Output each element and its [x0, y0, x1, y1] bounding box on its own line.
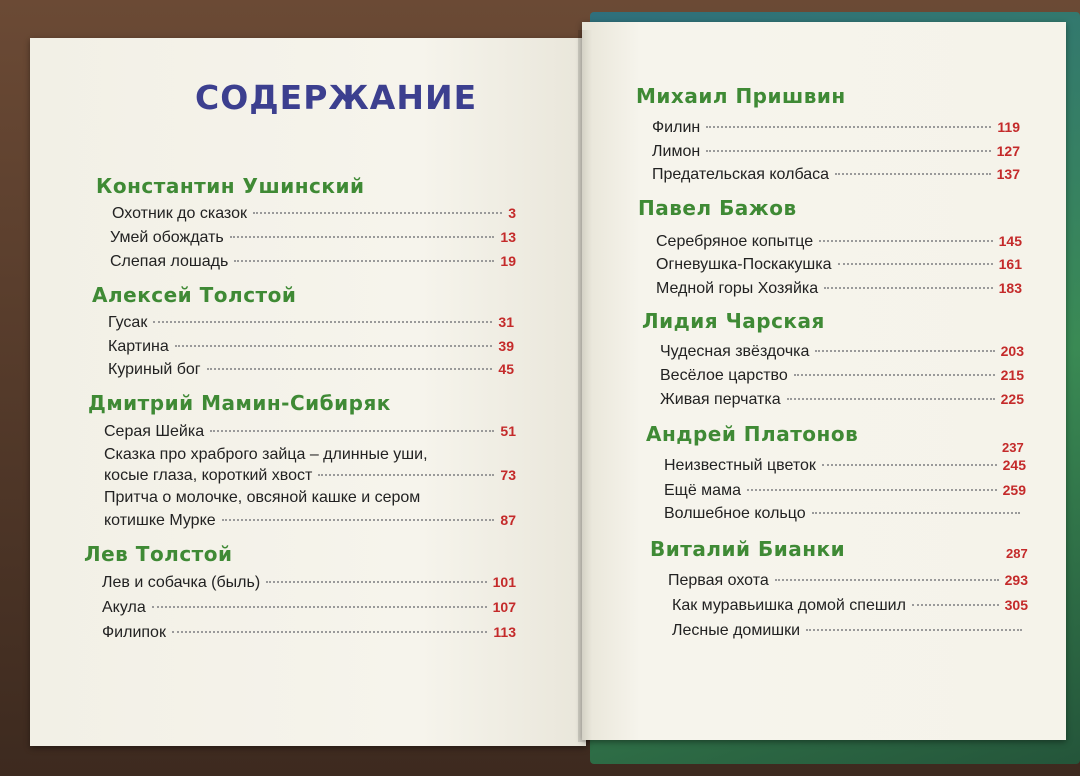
author-heading: Михаил Пришвин	[636, 84, 846, 108]
dot-leader	[175, 345, 493, 347]
entry-page: 45	[498, 361, 514, 377]
dot-leader	[806, 629, 1022, 631]
dot-leader	[787, 398, 995, 400]
author-heading: Лидия Чарская	[642, 309, 825, 333]
dot-leader	[706, 150, 990, 152]
entry-title: Картина	[108, 338, 169, 355]
entry-title: Филипок	[102, 624, 166, 641]
entry-page: 293	[1004, 572, 1028, 588]
dot-leader	[815, 350, 994, 352]
dot-leader	[234, 260, 494, 262]
entry-page: 161	[998, 256, 1022, 272]
entry-title: Ещё мама	[664, 482, 741, 499]
dot-leader	[838, 263, 993, 265]
dot-leader	[318, 474, 494, 476]
toc-entry[interactable]	[660, 340, 1024, 363]
entry-page: 245	[1002, 457, 1026, 473]
entry-page: 259	[1002, 482, 1026, 498]
dot-leader	[253, 212, 502, 214]
toc-entry[interactable]	[652, 163, 1020, 186]
dot-leader	[794, 374, 995, 376]
toc-entry[interactable]	[664, 503, 1026, 525]
author-heading: Лев Толстой	[84, 542, 233, 566]
entry-page: 203	[1000, 343, 1024, 359]
toc-entry[interactable]	[672, 620, 1028, 642]
entry-page: 145	[998, 233, 1022, 249]
dot-leader	[207, 368, 493, 370]
toc-entry-line-2[interactable]	[104, 464, 516, 487]
entry-page: 237	[1002, 440, 1024, 455]
entry-title: Лев и собачка (быль)	[102, 574, 261, 591]
entry-title: Весёлое царство	[660, 367, 788, 384]
toc-entry[interactable]	[102, 621, 516, 644]
page-title: СОДЕРЖАНИЕ	[195, 78, 478, 117]
dot-leader	[912, 604, 999, 606]
toc-entry[interactable]	[104, 420, 516, 443]
dot-leader	[822, 464, 997, 466]
entry-title: Сказка про храброго зайца – длинные уши,	[104, 446, 428, 463]
entry-page: 19	[500, 253, 516, 269]
toc-entry[interactable]	[108, 335, 514, 358]
entry-title: Лимон	[652, 143, 701, 160]
entry-title: котишке Мурке	[104, 512, 216, 529]
dot-leader	[824, 287, 993, 289]
entry-title: Гусак	[108, 314, 148, 331]
entry-page: 305	[1004, 597, 1028, 613]
entry-title: Слепая лошадь	[110, 253, 229, 270]
toc-entry[interactable]	[664, 479, 1026, 502]
toc-entry[interactable]	[656, 253, 1022, 276]
entry-title: Первая охота	[668, 572, 769, 589]
entry-title: Лесные домишки	[672, 622, 801, 639]
toc-entry[interactable]	[660, 388, 1024, 411]
author-heading: Павел Бажов	[638, 196, 797, 220]
entry-title: Притча о молочке, овсяной кашке и сером	[104, 489, 421, 506]
entry-title: Неизвестный цветок	[664, 457, 816, 474]
author-heading: Алексей Толстой	[92, 283, 297, 307]
entry-page: 119	[997, 119, 1020, 135]
toc-entry[interactable]	[112, 202, 516, 225]
toc-entry-line-1[interactable]	[104, 444, 516, 466]
book-gutter	[578, 30, 592, 742]
entry-title: Предательская колбаса	[652, 166, 830, 183]
toc-entry-line-1[interactable]	[104, 487, 516, 509]
entry-page: 215	[1000, 367, 1024, 383]
entry-page: 183	[998, 280, 1022, 296]
entry-title: Серебряное копытце	[656, 233, 814, 250]
entry-page: 31	[498, 314, 514, 330]
author-heading: Дмитрий Мамин-Сибиряк	[88, 391, 391, 415]
dot-leader	[172, 631, 487, 633]
entry-title: Огневушка-Поскакушка	[656, 256, 832, 273]
toc-entry[interactable]	[102, 596, 516, 619]
entry-title: Как муравьишка домой спешил	[672, 597, 906, 614]
toc-entry[interactable]	[110, 250, 516, 273]
toc-entry-line-2[interactable]	[104, 509, 516, 532]
entry-page: 127	[996, 143, 1020, 159]
entry-title: Медной горы Хозяйка	[656, 280, 819, 297]
entry-page: 73	[500, 467, 516, 483]
dot-leader	[706, 126, 991, 128]
entry-title: косые глаза, короткий хвост	[104, 467, 313, 484]
toc-entry[interactable]	[672, 594, 1028, 617]
entry-title: Чудесная звёздочка	[660, 343, 810, 360]
entry-title: Охотник до сказок	[112, 205, 247, 222]
entry-page: 287	[1006, 546, 1028, 561]
dot-leader	[153, 321, 492, 323]
entry-page: 113	[493, 624, 516, 640]
dot-leader	[266, 581, 486, 583]
toc-entry[interactable]	[108, 358, 514, 381]
author-heading: Константин Ушинский	[96, 174, 365, 198]
toc-entry[interactable]	[652, 116, 1020, 139]
entry-title: Акула	[102, 599, 146, 616]
toc-entry[interactable]	[656, 277, 1022, 300]
entry-page: 87	[500, 512, 516, 528]
entry-title: Серая Шейка	[104, 423, 205, 440]
toc-entry[interactable]	[656, 230, 1022, 253]
entry-title: Куриный бог	[108, 361, 201, 378]
dot-leader	[812, 512, 1020, 514]
toc-entry[interactable]	[660, 364, 1024, 387]
toc-entry[interactable]	[102, 571, 516, 594]
toc-entry[interactable]	[110, 226, 516, 249]
author-heading: Виталий Бианки	[650, 537, 846, 561]
dot-leader	[152, 606, 487, 608]
entry-page: 13	[500, 229, 516, 245]
entry-page: 39	[498, 338, 514, 354]
entry-page: 137	[996, 166, 1020, 182]
dot-leader	[747, 489, 997, 491]
entry-page: 51	[500, 423, 516, 439]
dot-leader	[775, 579, 999, 581]
dot-leader	[819, 240, 992, 242]
entry-title: Живая перчатка	[660, 391, 781, 408]
entry-title: Филин	[652, 119, 701, 136]
toc-entry[interactable]	[652, 140, 1020, 163]
toc-entry[interactable]	[664, 454, 1026, 477]
entry-page: 101	[492, 574, 516, 590]
entry-page: 107	[492, 599, 516, 615]
entry-title: Умей обождать	[110, 229, 224, 246]
author-heading: Андрей Платонов	[646, 422, 859, 446]
dot-leader	[222, 519, 495, 521]
entry-page: 3	[508, 205, 516, 221]
entry-page: 225	[1000, 391, 1024, 407]
entry-title: Волшебное кольцо	[664, 505, 806, 522]
dot-leader	[835, 173, 991, 175]
toc-entry[interactable]	[668, 569, 1028, 592]
toc-entry[interactable]	[108, 311, 514, 334]
dot-leader	[230, 236, 495, 238]
dot-leader	[210, 430, 494, 432]
